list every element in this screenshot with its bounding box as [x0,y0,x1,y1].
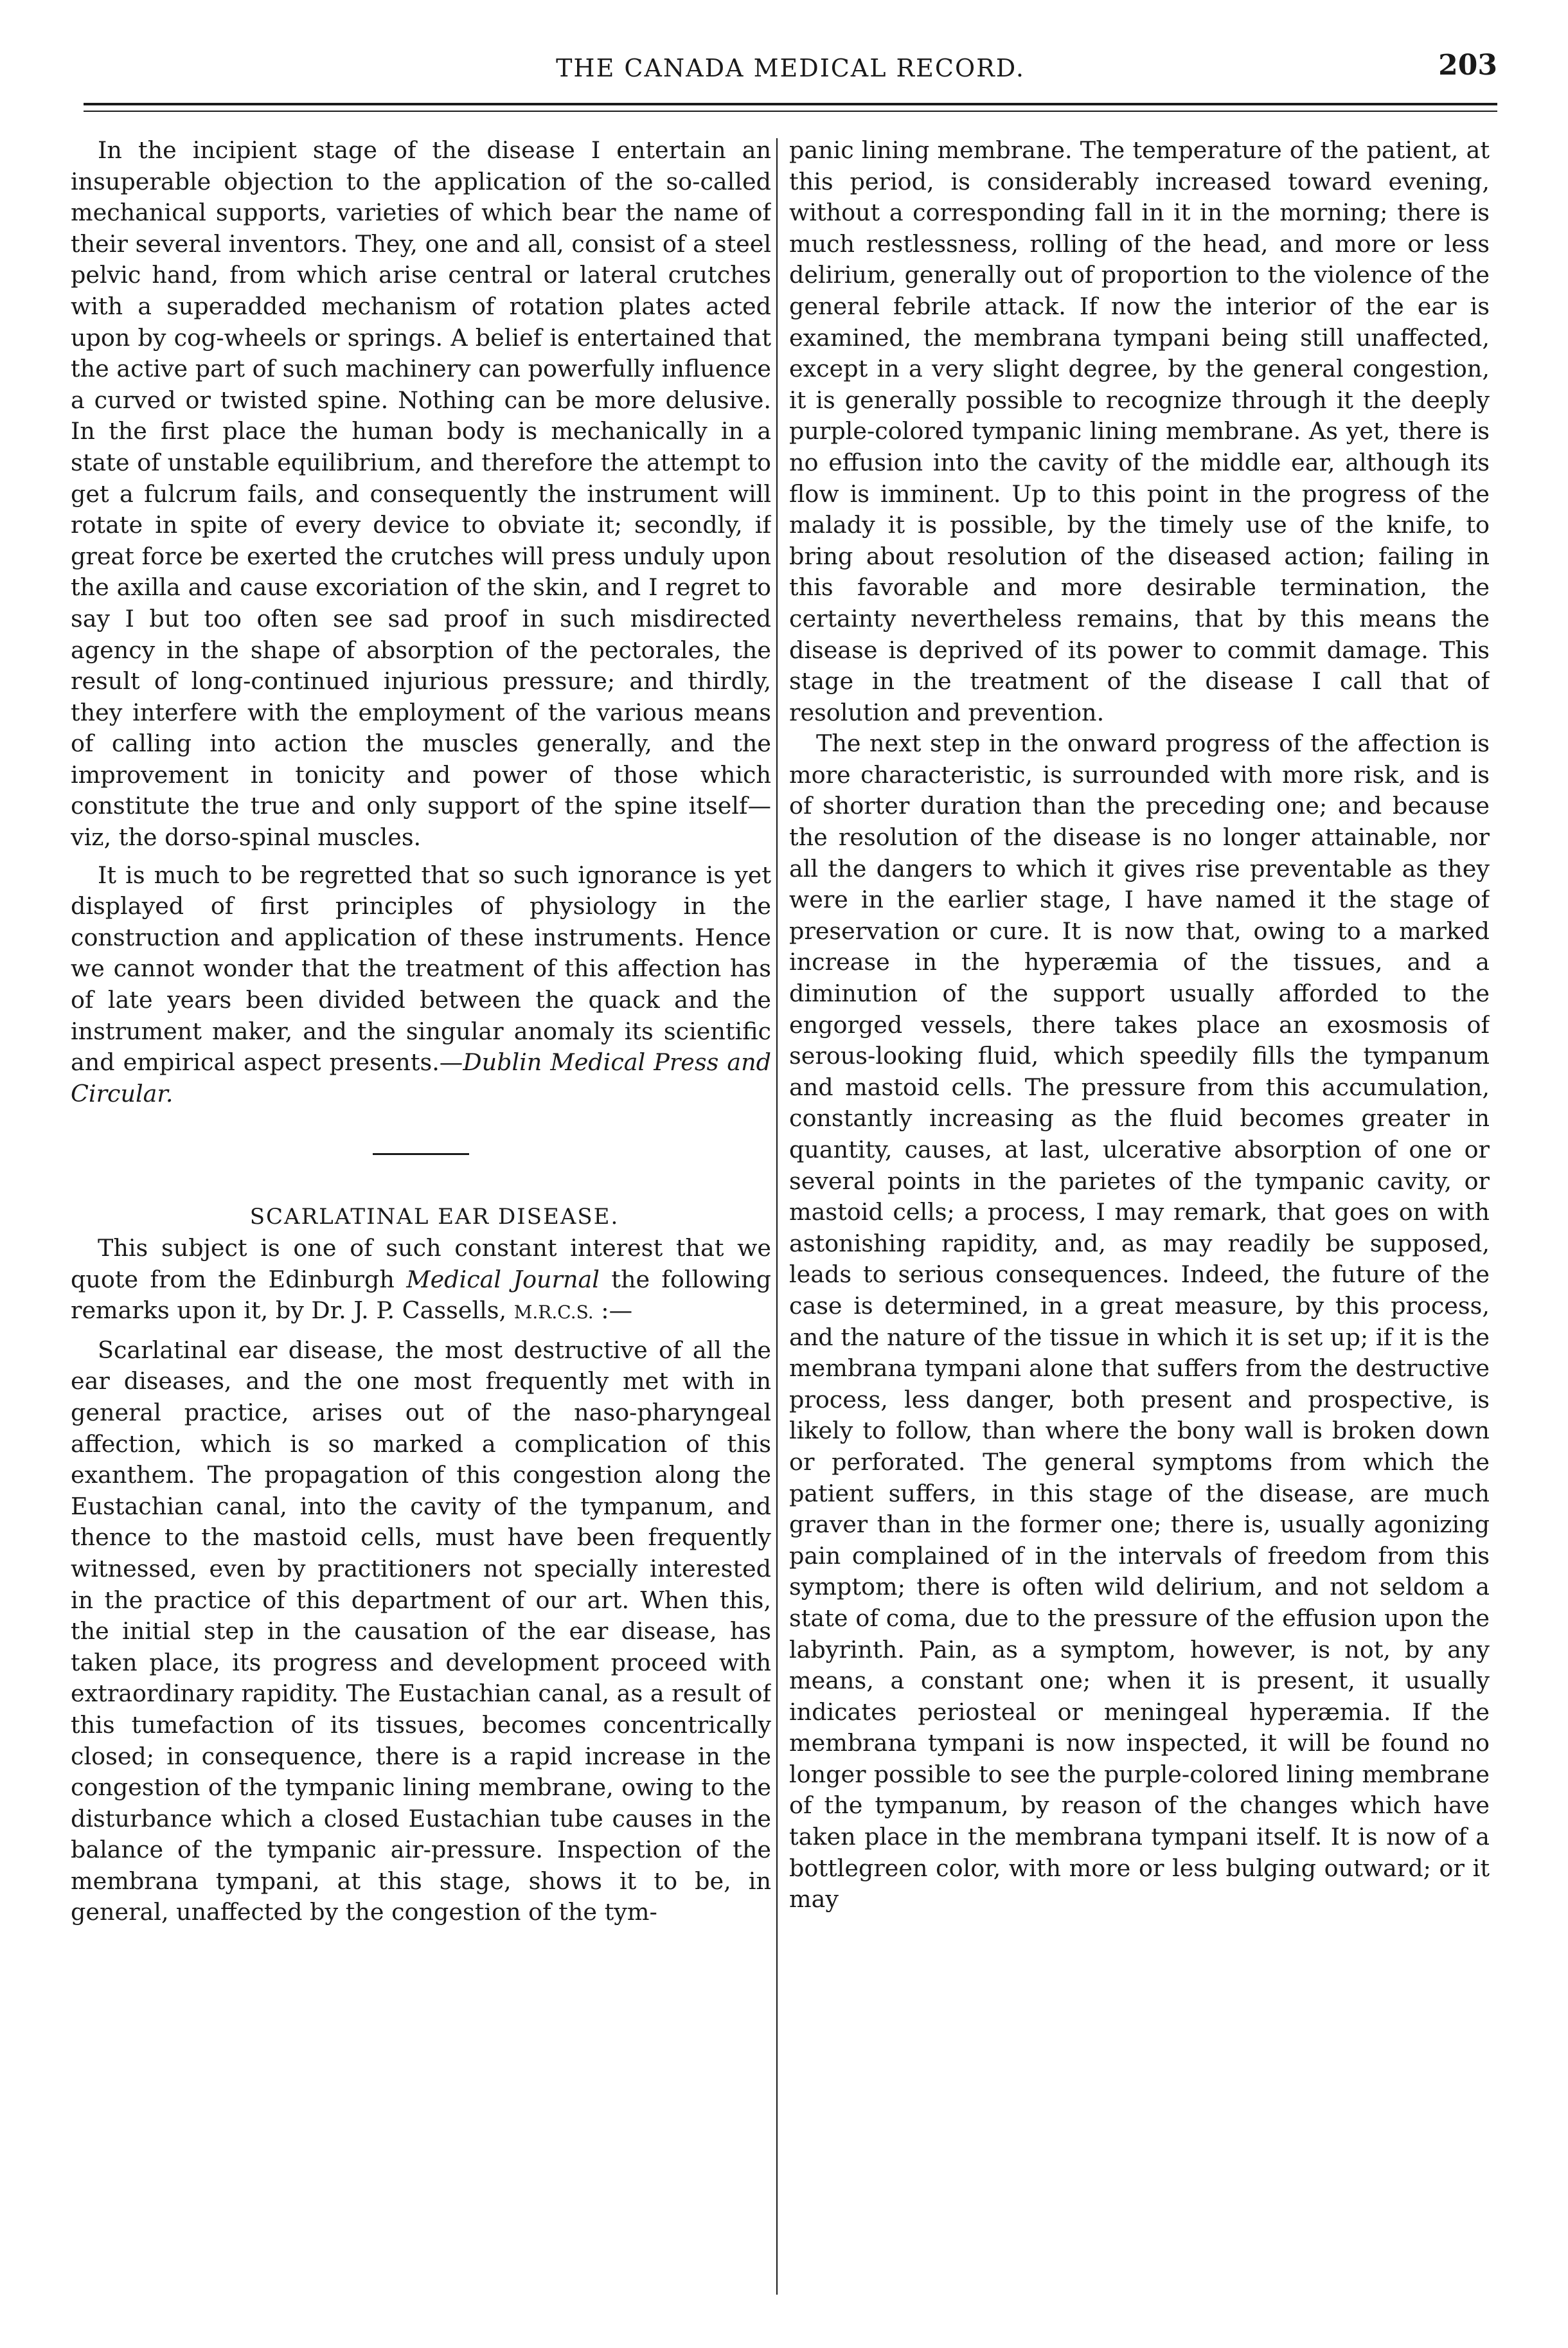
paragraph-next-step: The next step in the onward progress of the affection is more characteristic, is surrounded with more risk, and is of shorter duration than the preceding one; and because the resolution of the disease is no longer attainable, nor all the dangers to which it gives rise preventable as they were in the earlier stage, I have named it the stage of preservation or cure. It is now that, owing to a marked increase in the hyperæmia of the tissues, and a diminution of the support usually afforded to the engorged vessels, there takes place an exosmosis of serous-looking fluid, which speedily fills the tympanum and mastoid cells. The pressure from this accumulation, constantly increasing as the fluid becomes greater in quantity, causes, at last, ulcerative absorption of one or several points in the parietes of the tympanic cavity, or mastoid cells; a process, I may remark, that goes on with astonishing rapidity, and, as may readily be supposed, leads to serious consequences. Indeed, the future of the case is determined, in a great measure, by this process, and the nature of the tissue in which it is set up; if it is the membrana tympani alone that suffers from the destructive process, less danger, both present and prospective, is likely to follow, than where the bony wall is broken down or perforated. The general symptoms from which the patient suffers, in this stage of the disease, are much graver than in the former one; there is, usually agonizing pain complained of in the intervals of freedom from this symptom; there is often wild delirium, and not seldom a state of coma, due to the pressure of the effusion upon the labyrinth. Pain, as a symptom, however, is not, by any means, a constant one; when it is present, it usually indicates periosteal or meningeal hyperæmia. If the membrana tympani is now inspected, it will be found no longer possible to see the purple-colored lining membrane of the tympanum, by reason of the changes which have taken place in the membrana tympani itself. It is now of a bottlegreen color, with more or less bulging outward; or it may [789,730,1490,1913]
left-column [71,135,771,2320]
section-separator [373,1153,469,1155]
paragraph-continuation: panic lining membrane. The temperature of the patient, at this period, is considerably increased toward evening, without a corresponding fall in it in the morning; there is much restlessness, rolling of the head, and more or less delirium, generally out of proportion to the violence of the general febrile attack. If now the interior of the ear is examined, the membrana tympani being still unaffected, except in a very slight degree, by the general congestion, it is generally possible to recognize through it the deeply purple-colored tympanic lining membrane. As yet, there is no effusion into the cavity of the middle ear, although its flow is imminent. Up to this point in the progress of the malady it is possible, by the timely use of the knife, to bring about resolution of the diseased action; failing in this favorable and more desirable termination, the certainty nevertheless remains, that by this means the disease is deprived of its power to commit damage. This stage in the treatment of the disease I call that of resolution and prevention. [789,136,1490,726]
running-title: THE CANADA MEDICAL RECORD. [556,54,1025,82]
paragraph-introduction [71,1233,771,1329]
paragraph-scarlatinal: Scarlatinal ear disease, the most destructive of all the ear diseases, and the one most frequently met with in general practice, arises out of the naso-pharyngeal affection, which is so marked a complication of this exanthem. The propagation of this congestion along the Eustachian canal, into the cavity of the tympanum, and thence to the mastoid cells, must have been frequently witnessed, even by practitioners not specially interested in the practice of this department of our art. When this, the initial step in the causation of the ear disease, has taken place, its progress and development proceed with extraordinary rapidity. The Eustachian canal, as a result of this tumefaction of its tissues, becomes concentrically closed; in consequence, there is a rapid increase in the congestion of the tympanic lining membrane, owing to the disturbance which a closed Eustachian tube causes in the balance of the tympanic air-pressure. Inspection of the membrana tympani, at this stage, shows it to be, in general, unaffected by the congestion of the tym- [71,1336,771,1926]
intro-text-b: the following remarks upon it, by Dr. J. P. Cassells, [71,1265,771,1325]
page-header [84,49,1497,89]
column-divider [776,138,778,2295]
paragraph-regret-text: It is much to be regretted that so such ignorance is yet displayed of first principles of physiology in the construction and application of these instruments. Hence we cannot wonder that the treatment of this affection has of late years been divided between the quack and the instrument maker, and the singular anomaly its scientific and empirical aspect presents.— [71,861,771,1077]
source-citation: Dublin Medical Press and Circular. [71,1048,771,1107]
header-rule-thin [84,111,1497,112]
intro-text-end: :— [593,1296,633,1325]
journal-name: Medical Journal [406,1265,600,1293]
paragraph-regret [71,860,771,1110]
section-heading: SCARLATINAL EAR DISEASE. [249,1204,619,1230]
page-number: 203 [1438,49,1497,82]
right-column [789,135,1490,2320]
paragraph-mechanical-supports: In the incipient stage of the disease I entertain an insuperable objection to the application of the so-called mechanical supports, varieties of which bear the name of their several inventors. They, one and all, consist of a steel pelvic hand, from which arise central or lateral crutches with a superadded mechanism of rotation plates acted upon by cog-wheels or springs. A belief is entertained that the active part of such machinery can powerfully influence a curved or twisted spine. Nothing can be more delusive. In the first place the human body is mechanically in a state of unstable equilibrium, and therefore the attempt to get a fulcrum fails, and consequently the instrument will rotate in spite of every device to obviate it; secondly, if great force be exerted the crutches will press unduly upon the axilla and cause excoriation of the skin, and I regret to say I but too often see sad proof in such misdirected agency in the shape of absorption of the pectorales, the result of long-continued injurious pressure; and thirdly, they interfere with the employment of the various means of calling into action the muscles generally, and the improvement in tonicity and power of those which constitute the true and only support of the spine itself—viz, the dorso-spinal muscles. [71,136,771,852]
intro-text-a: This subject is one of such constant interest that we quote from the Edinburgh [71,1234,771,1293]
author-degree: M.R.C.S. [513,1302,594,1323]
header-rule [84,103,1497,105]
